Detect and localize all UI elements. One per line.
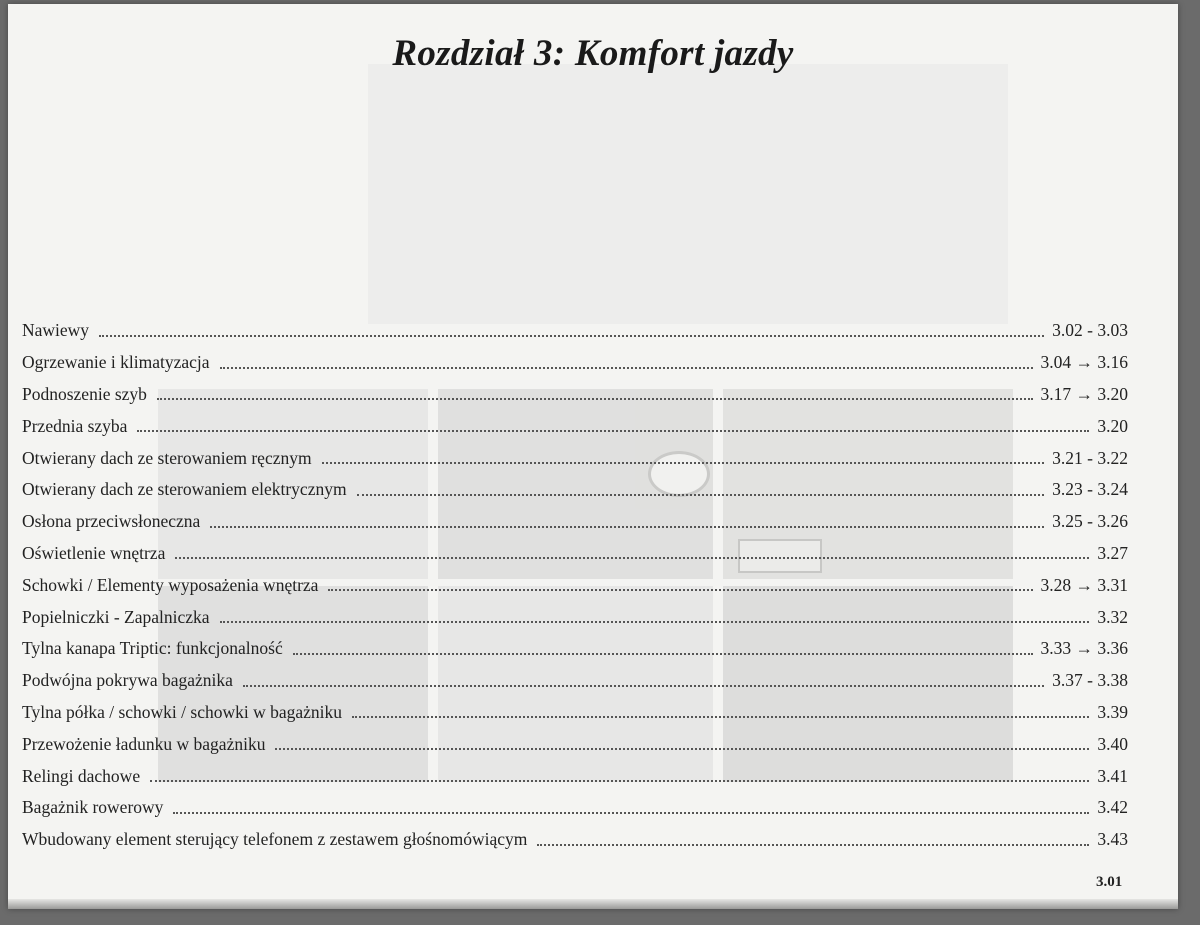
toc-entry[interactable] <box>22 728 1128 760</box>
dot-leader <box>328 589 1032 591</box>
toc-entry-pages: 3.37 - 3.38 <box>1052 670 1128 691</box>
toc-entry-pages: 3.27 <box>1097 542 1128 563</box>
toc-entry-title: Popielniczki - Zapalniczka <box>22 606 210 627</box>
dot-leader <box>537 844 1089 846</box>
dot-leader <box>173 812 1089 814</box>
toc-entry-pages: 3.33 → 3.36 <box>1040 638 1128 659</box>
toc-entry-title: Wbudowany element sterujący telefonem z zestawem głośnomówiącym <box>22 829 528 850</box>
toc-entry-pages: 3.25 - 3.26 <box>1052 511 1128 532</box>
toc-entry[interactable] <box>22 410 1128 442</box>
toc-entry[interactable] <box>22 442 1128 474</box>
toc-entry-pages: 3.20 <box>1097 415 1128 436</box>
toc-entry-title: Nawiewy <box>22 320 90 341</box>
chapter-title: Rozdział 3: Komfort jazdy <box>392 33 794 74</box>
toc-entry-pages: 3.28 → 3.31 <box>1040 574 1128 595</box>
toc-entry-title: Osłona przeciwsłoneczna <box>22 511 201 532</box>
toc-entry-title: Ogrzewanie i klimatyzacja <box>22 352 210 373</box>
dot-leader <box>137 430 1089 432</box>
toc-entry-pages: 3.17 → 3.20 <box>1040 383 1128 404</box>
page-edge-shadow <box>8 899 1178 909</box>
toc-entry[interactable] <box>22 633 1128 665</box>
toc-entry-pages: 3.04 → 3.16 <box>1040 352 1128 373</box>
toc-entry[interactable] <box>22 347 1128 379</box>
toc-entry[interactable] <box>22 760 1128 792</box>
toc-entry[interactable] <box>22 315 1128 347</box>
toc-entry-title: Przednia szyba <box>22 415 128 436</box>
toc-entry[interactable] <box>22 792 1128 824</box>
toc-entry-title: Relingi dachowe <box>22 765 141 786</box>
dot-leader <box>220 621 1090 623</box>
toc-entry-title: Przewożenie ładunku w bagażniku <box>22 733 266 754</box>
dot-leader <box>293 653 1033 655</box>
toc-entry-title: Schowki / Elementy wyposażenia wnętrza <box>22 574 319 595</box>
toc-entry-pages: 3.23 - 3.24 <box>1052 479 1128 500</box>
toc-entry[interactable] <box>22 824 1128 856</box>
dot-leader <box>210 526 1044 528</box>
dot-leader <box>243 685 1044 687</box>
dot-leader <box>99 335 1044 337</box>
toc-entry-title: Podnoszenie szyb <box>22 383 147 404</box>
toc-entry-title: Bagażnik rowerowy <box>22 797 164 818</box>
toc-entry-title: Otwierany dach ze sterowaniem elektrycznym <box>22 479 347 500</box>
toc-entry-pages: 3.41 <box>1097 765 1128 786</box>
manual-page <box>8 4 1178 909</box>
toc-entry-pages: 3.21 - 3.22 <box>1052 447 1128 468</box>
toc-entry[interactable] <box>22 665 1128 697</box>
toc-entry[interactable] <box>22 569 1128 601</box>
toc-entry-title: Podwójna pokrywa bagażnika <box>22 670 233 691</box>
page-number: 3.01 <box>1096 874 1123 890</box>
toc-entry-pages: 3.43 <box>1097 829 1128 850</box>
toc-entry-pages: 3.32 <box>1097 606 1128 627</box>
toc-entry-pages: 3.40 <box>1097 733 1128 754</box>
dot-leader <box>352 716 1089 718</box>
toc-entry-title: Otwierany dach ze sterowaniem ręcznym <box>22 447 312 468</box>
toc-entry-title: Oświetlenie wnętrza <box>22 542 166 563</box>
toc-entry-title: Tylna kanapa Triptic: funkcjonalność <box>22 638 283 659</box>
dot-leader <box>150 780 1089 782</box>
toc-entry[interactable] <box>22 601 1128 633</box>
toc-entry-title: Tylna półka / schowki / schowki w bagażniku <box>22 701 343 722</box>
dot-leader <box>175 557 1089 559</box>
toc-entry[interactable] <box>22 379 1128 411</box>
toc-entry-pages: 3.02 - 3.03 <box>1052 320 1128 341</box>
toc-entry[interactable] <box>22 697 1128 729</box>
toc-entry[interactable] <box>22 538 1128 570</box>
dot-leader <box>220 367 1033 369</box>
toc-entry-pages: 3.42 <box>1097 797 1128 818</box>
toc-entry[interactable] <box>22 506 1128 538</box>
dot-leader <box>275 748 1089 750</box>
dot-leader <box>357 494 1045 496</box>
background-photo-dashboard <box>368 64 1008 324</box>
toc-entry-pages: 3.39 <box>1097 701 1128 722</box>
table-of-contents <box>22 315 1128 856</box>
dot-leader <box>322 462 1045 464</box>
dot-leader <box>157 398 1033 400</box>
toc-entry[interactable] <box>22 474 1128 506</box>
